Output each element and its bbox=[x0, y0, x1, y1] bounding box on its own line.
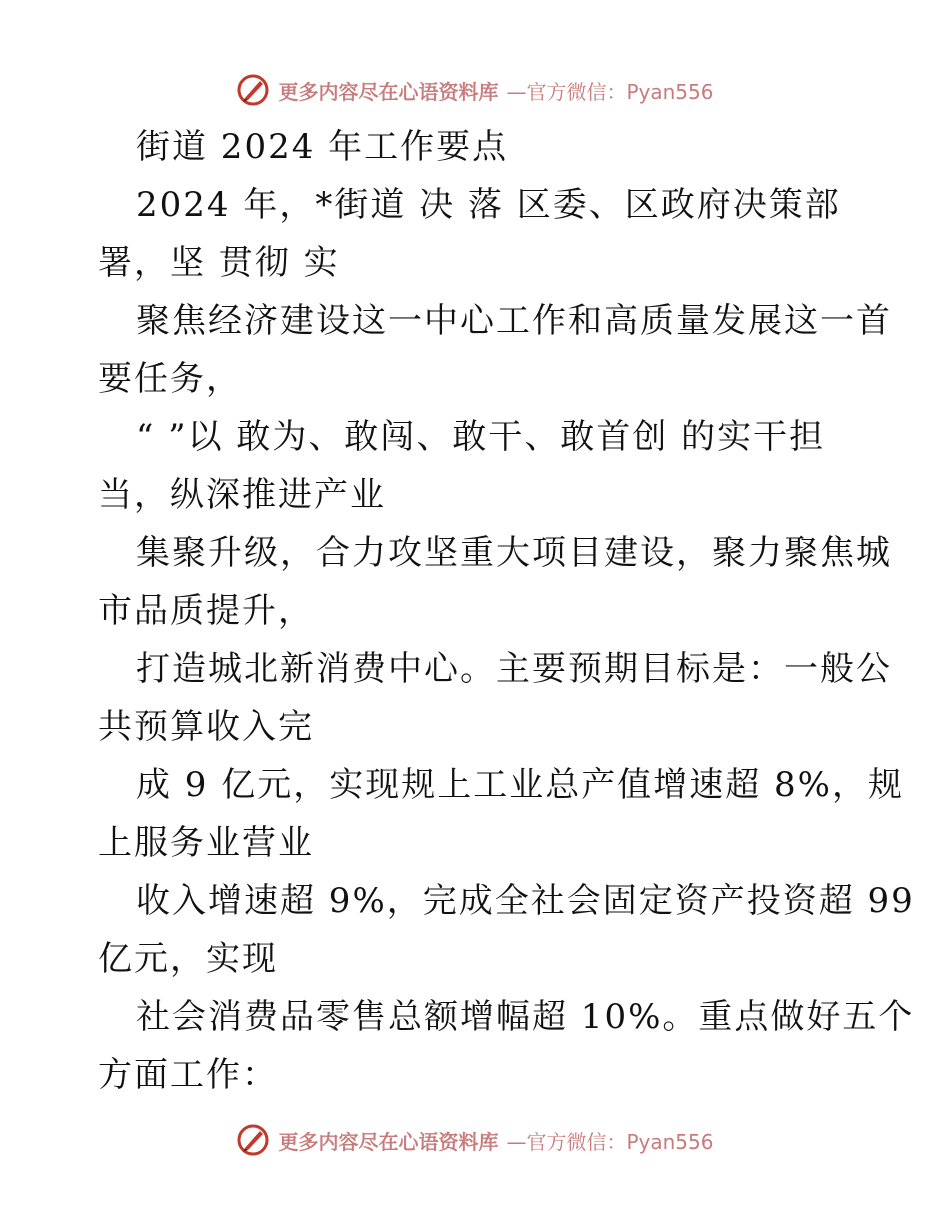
document-title: 街道 2024 年工作要点 bbox=[136, 127, 509, 167]
text-line: 共预算收入完 bbox=[98, 707, 314, 747]
text-line: 集聚升级，合力攻坚重大项目建设，聚力聚焦城 bbox=[136, 533, 892, 573]
text-line: 亿元，实现 bbox=[98, 939, 278, 979]
text-line: “ ”以 敢为、敢闯、敢干、敢首创 的实干担 bbox=[136, 417, 826, 457]
text-line: 上服务业营业 bbox=[98, 823, 314, 863]
pen-logo-icon bbox=[236, 73, 270, 107]
document-body bbox=[98, 118, 915, 1104]
text-line: 市品质提升， bbox=[98, 591, 314, 631]
watermark-main-text: 更多内容尽在心语资料库 bbox=[278, 1129, 499, 1154]
text-line: 聚焦经济建设这一中心工作和高质量发展这一首 bbox=[136, 301, 892, 341]
text-line: 成 9 亿元，实现规上工业总产值增速超 8%，规 bbox=[136, 765, 904, 805]
footer-watermark bbox=[0, 1120, 950, 1160]
watermark-sub-text: —官方微信：Pyan556 bbox=[506, 79, 714, 104]
text-line: 署，坚 贯彻 实 bbox=[98, 243, 340, 283]
watermark-sub-text: —官方微信：Pyan556 bbox=[506, 1129, 714, 1154]
header-watermark bbox=[0, 70, 950, 110]
text-line: 当，纵深推进产业 bbox=[98, 475, 386, 515]
text-line: 要任务， bbox=[98, 359, 242, 399]
text-line: 收入增速超 9%，完成全社会固定资产投资超 99 bbox=[136, 881, 915, 921]
text-line: 打造城北新消费中心。主要预期目标是：一般公 bbox=[136, 649, 892, 689]
pen-logo-icon bbox=[236, 1123, 270, 1157]
text-line: 社会消费品零售总额增幅超 10%。重点做好五个 bbox=[136, 997, 915, 1037]
watermark-main-text: 更多内容尽在心语资料库 bbox=[278, 79, 499, 104]
text-line: 方面工作： bbox=[98, 1055, 278, 1095]
text-line: 2024 年，*街道 决 落 区委、区政府决策部 bbox=[136, 185, 841, 225]
